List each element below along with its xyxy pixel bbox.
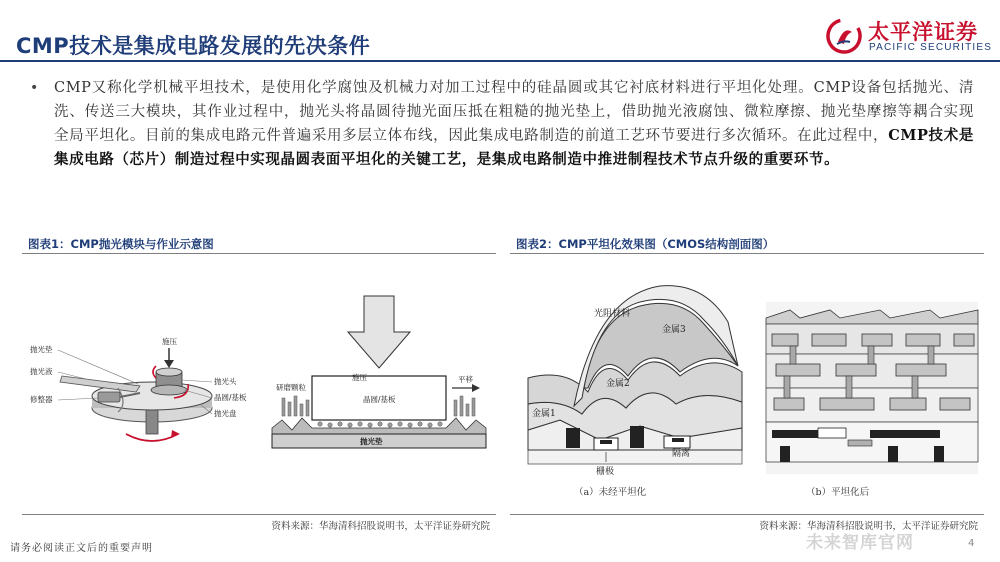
- label-gate: 栅极: [596, 467, 615, 477]
- intro-bold-text: CMP技术是集成电路（芯片）制造过程中实现晶圆表面平坦化的关键工艺，是集成电路制造中推进制程技术节点升级的重要环节。: [54, 127, 974, 168]
- label-isolation: 隔离: [672, 449, 691, 459]
- logo-english-name: PACIFIC SECURITIES: [869, 42, 993, 53]
- intro-text: CMP又称化学机械平坦技术，是使用化学腐蚀及机械力对加工过程中的硅晶圆或其它衬底材料进行平坦化处理。CMP设备包括抛光、清洗、传送三大模块，其作业过程中，抛光头将晶圆待抛光面压抵在粗糙的抛光垫上，借助抛光液腐蚀、微粒摩擦、抛光垫摩擦等耦合实现全局平坦化。目前的集成电路元件普遍采用多层立体布线，因此集成电路制造的前道工艺环节要进行多次循环。在此过程中，: [54, 80, 974, 144]
- label-conditioner: 修整器: [30, 395, 53, 404]
- figure2-title: 图表2：CMP平坦化效果图（CMOS结构剖面图）: [510, 232, 984, 254]
- label-apply-pressure: 施压: [162, 337, 177, 346]
- label-section-press: 施压: [352, 373, 367, 382]
- label-section-pad: 抛光垫: [360, 437, 383, 446]
- cmos-after-planarization: [766, 302, 978, 498]
- figure2-source: 资料来源：华海清科招股说明书，太平洋证券研究院: [510, 514, 984, 534]
- page-number: 4: [968, 538, 975, 549]
- figure1-source: 资料来源：华海清科招股说明书，太平洋证券研究院: [22, 514, 496, 534]
- polishing-cross-section: [272, 296, 486, 448]
- figure1-title: 图表1：CMP抛光模块与作业示意图: [22, 232, 496, 254]
- logo-chinese-name: 太平洋证券: [868, 20, 978, 44]
- label-abrasive-particles: 研磨颗粒: [276, 383, 306, 392]
- label-wafer-substrate: 晶圆/基板: [214, 393, 247, 402]
- label-metal3: 金属3: [662, 325, 686, 335]
- bullet-marker: •: [30, 80, 39, 96]
- label-platen: 抛光盘: [214, 409, 237, 418]
- label-polishing-pad: 抛光垫: [30, 345, 53, 354]
- watermark-text: 未来智库官网: [806, 533, 914, 553]
- label-metal2: 金属2: [606, 379, 630, 389]
- page-title: CMP技术是集成电路发展的先决条件: [16, 34, 371, 58]
- label-metal1: 金属1: [532, 409, 556, 419]
- cmos-before-planarization: [528, 286, 742, 498]
- label-polishing-head: 抛光头: [214, 377, 237, 386]
- label-slurry: 抛光液: [30, 367, 53, 376]
- label-section-wafer: 晶圆/基板: [363, 395, 396, 404]
- disclaimer-text: 请务必阅读正文后的重要声明: [10, 543, 153, 554]
- caption-before: （a）未经平坦化: [574, 487, 647, 498]
- polishing-module-diagram: [30, 336, 247, 441]
- caption-after: （b）平坦化后: [806, 487, 870, 498]
- label-photoresist: 光阻材料: [594, 309, 631, 319]
- label-section-translate: 平移: [458, 375, 473, 384]
